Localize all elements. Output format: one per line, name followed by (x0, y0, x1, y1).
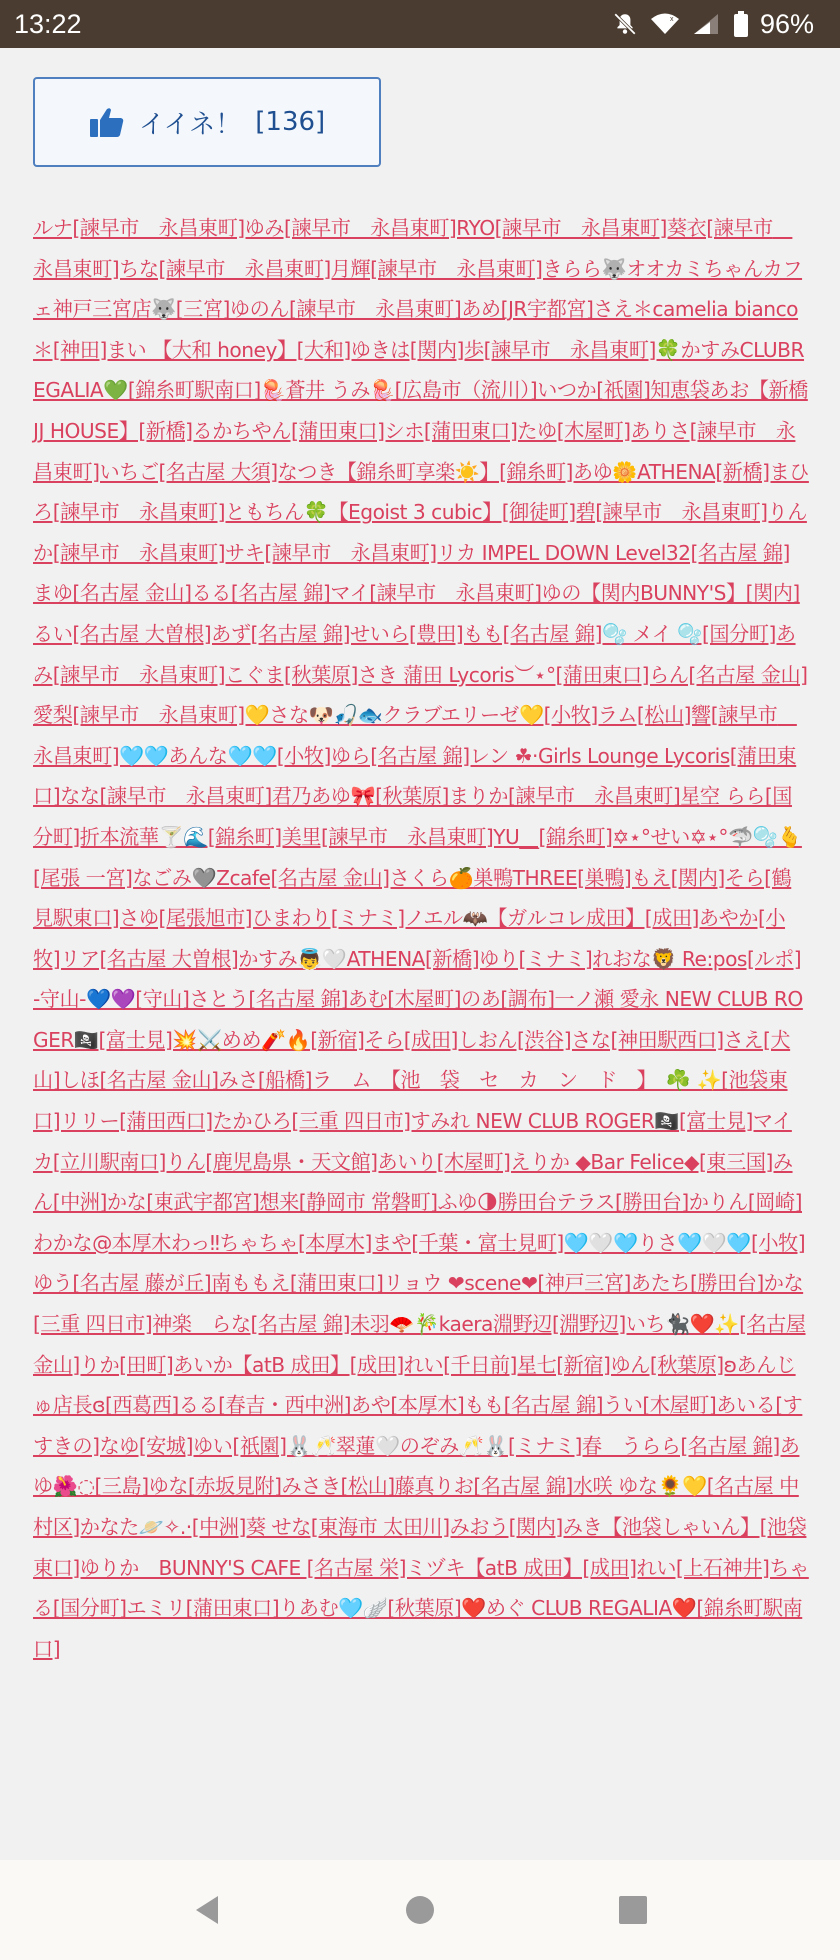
thumbs-up-icon (89, 106, 125, 138)
home-icon[interactable] (390, 1880, 450, 1940)
like-button[interactable] (33, 77, 381, 167)
page-content (0, 48, 840, 1860)
like-count: [136] (255, 107, 326, 137)
mute-icon (612, 11, 638, 37)
like-label: イイネ！ (138, 109, 242, 140)
signal-icon (692, 11, 722, 37)
back-icon[interactable] (177, 1880, 237, 1940)
navigation-bar (0, 1860, 840, 1960)
svg-text:x: x (669, 16, 674, 23)
status-bar (0, 0, 840, 48)
battery-percent: 96% (759, 8, 814, 39)
wifi-icon (650, 11, 680, 37)
battery-icon (734, 11, 748, 37)
recents-icon[interactable] (603, 1880, 663, 1940)
status-time: 13:22 (14, 8, 82, 39)
cast-name-links[interactable]: ルナ[諫早市 永昌東町]ゆみ[諫早市 永昌東町]RYO[諫早市 永昌東町]葵衣[諫早市 永昌東町]ちな[諫早市 永昌東町]月輝[諫早市 永昌東町]きらら🐺オオカミちゃんカフェ神戸三宮店🐺[三宮]ゆのん[諫早市 永昌東町]あめ[JR宇都宮]さえ＊camelia bianco＊[神田]まい 【大和 honey】[大和]ゆきは[関内]歩[諫早市 永昌東町]🍀かすみCLUBREGALIA💚[錦糸町駅南口]🪼蒼井 うみ🪼[広島市（流川）]いつか[祇園]知恵袋あお【新橋 JJ HOUSE】[新橋]るかちやん[蒲田東口]シホ[蒲田東口]たゆ[木屋町]ありさ[諫早市 永昌東町]いちご[名古屋 大須]なつき【錦糸町享楽☀️】[錦糸町]あゆ🌼ATHENA[新橋]まひろ[諫早市 永昌東町]ともちん🍀【Egoist 3 cubic】[御徒町]碧[諫早市 永昌東町]りんか[諫早市 永昌東町]サキ[諫早市 永昌東町]リカ IMPEL DOWN Level32[名古屋 錦]まゆ[名古屋 金山]るる[名古屋 錦]マイ[諫早市 永昌東町]ゆの【関内BUNNY'S】[関内]るい[名古屋 大曽根]あず[名古屋 錦]せいら[豊田]もも[名古屋 錦]🫧 メイ 🫧[国分町]あみ[諫早市 永昌東町]こぐま[秋葉原]さき 蒲田 Lycoris︶⋆°[蒲田東口]らん[名古屋 金山]愛梨[諫早市 永昌東町]💛さな🐶🎣🐟クラブエリーゼ💛[小牧]ラム[松山]響[諫早市 永昌東町]🩵🩵あんな🩵🩵[小牧]ゆら[名古屋 錦]レン ☘︎·Girls Lounge Lycoris[蒲田東口]なな[諫早市 永昌東町]君乃あゆ🎀[秋葉原]まりか[諫早市 永昌東町]星空 らら[国分町]折本流華🍸🌊[錦糸町]美里[諫早市 永昌東町]YU__[錦糸町]✡⋆°せい✡⋆°🦈🫧🫰[尾張 一宮]なごみ🩶Zcafe[名古屋 金山]さくら🍊巣鴨THREE[巣鴨]もえ[関内]そら[鶴見駅東口]さゆ[尾張旭市]ひまわり[ミナミ]ノエル🦇【ガルコレ成田】[成田]あやか[小牧]リア[名古屋 大曽根]かすみ👼🤍ATHENA[新橋]ゆり[ミナミ]れおな🦁 Re:pos[ルポ] -守山-💙💜[守山]さとう[名古屋 錦]あむ[木屋町]のあ[調布]一ノ瀬 愛永 NEW CLUB ROGER🏴‍☠️[富士見]💥⚔️めめ🧨🔥[新宿]そら[成田]しおん[渋谷]さな[神田駅西口]さえ[犬山]しほ[名古屋 金山]みさ[船橋]ラ ム 【池 袋 セ カ ン ド 】 ☘️ ✨[池袋東口]リリー[蒲田西口]たかひろ[三重 四日市]すみれ NEW CLUB ROGER🏴‍☠️[富士見]マイカ[立川駅南口]りん[鹿児島県・天文館]あいり[木屋町]えりか ◆Bar Felice◆[東三国]みん[中洲]かな[東武宇都宮]想来[静岡市 常磐町]ふゆ🌗勝田台テラス[勝田台]かりん[岡崎]わかな@本厚木わっ‼ちゃちゃ[本厚木]まや[千葉・富士見町]🩵🤍🩵りさ🩵🤍🩵[小牧]ゆう[名古屋 藤が丘]南ももえ[蒲田東口]リョウ ❤scene❤[神戸三宮]あたち[勝田台]かな[三重 四日市]神楽 らな[名古屋 錦]未羽🪭🎋kaera淵野辺[淵野辺]いち🐈‍⬛❤️✨[名古屋 金山]りか[田町]あいか【atB 成田】[成田]れい[千日前]星七[新宿]ゆん[秋葉原]ʚあんじゅ店長ɞ[西葛西]るる[春吉・西中洲]あや[本厚木]もも[名古屋 錦]うい[木屋町]あいる[すすきの]なゆ[安城]ゆい[祇園]🐰🥂翠蓮🤍のぞみ🥂🐰[ミナミ]春 うらら[名古屋 錦]あゆ🌺◌[三島]ゆな[赤坂見附]みさき[松山]藤真りお[名古屋 錦]水咲 ゆな🌻💛[名古屋 中村区]かなた🪐✧.·[中洲]葵 せな[東海市 太田川]みおう[関内]みき【池袋しゃいん】[池袋東口]ゆりか BUNNY'S CAFE [名古屋 栄]ミヅキ【atB 成田】[成田]れい[上石神井]ちゃる[国分町]エミリ[蒲田東口]りあむ🩵🪽[秋葉原]❤️めぐ CLUB REGALIA❤️[錦糸町駅南口] (33, 216, 809, 1661)
status-icons (612, 9, 814, 40)
